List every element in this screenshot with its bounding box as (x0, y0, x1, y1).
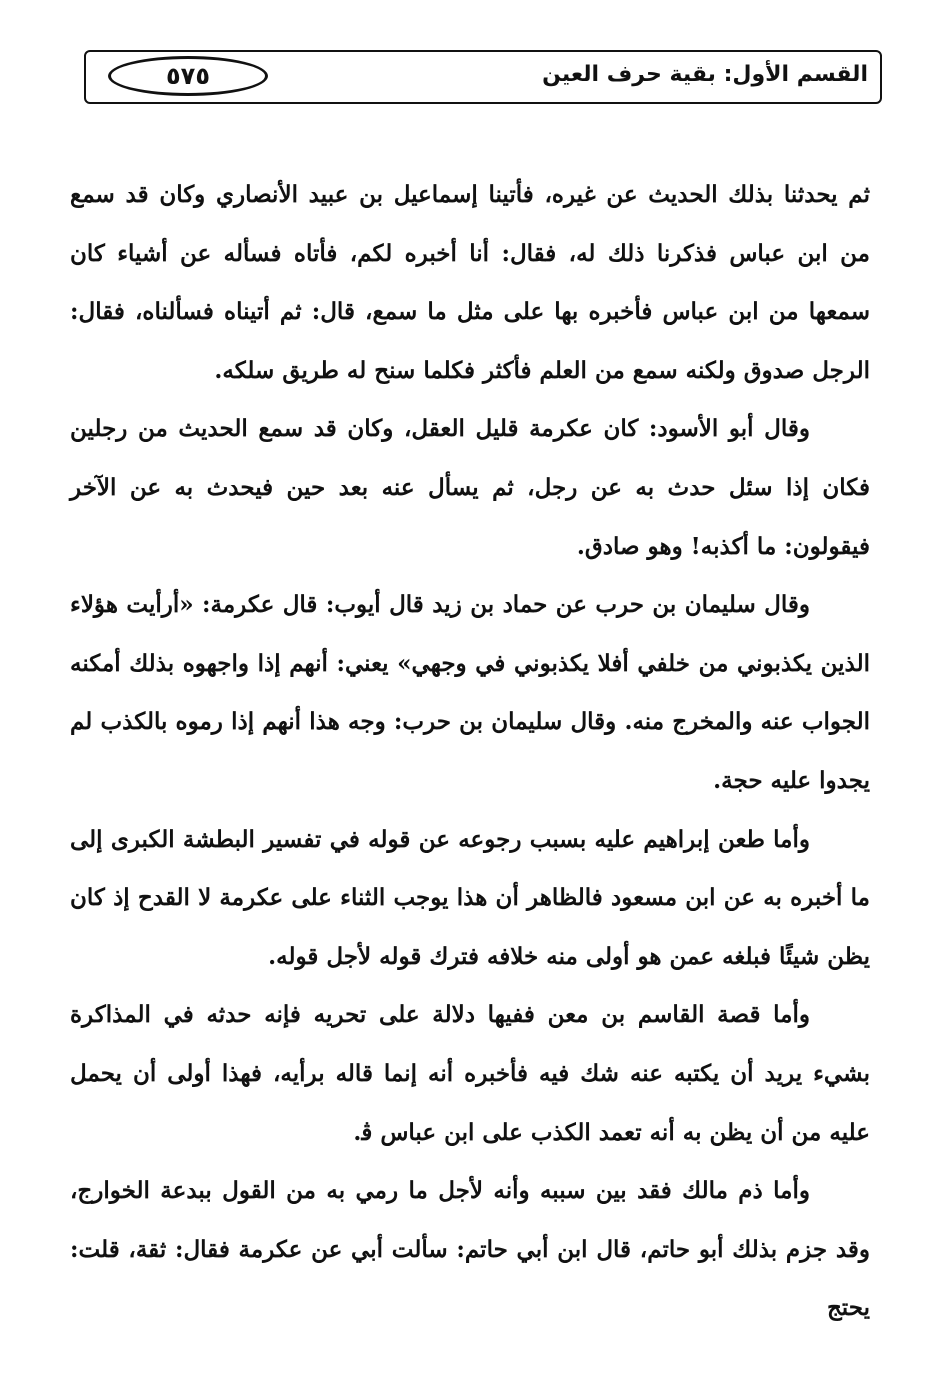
paragraph: وقال أبو الأسود: كان عكرمة قليل العقل، وكان قد سمع الحديث من رجلين فكان إذا سئل حدث به عن رجل، ثم يسأل عنه بعد حين فيحدث به عن الآخر فيقولون: ما أكذبه! وهو صادق. (70, 415, 870, 560)
paragraph: ثم يحدثنا بذلك الحديث عن غيره، فأتينا إسماعيل بن عبيد الأنصاري وكان قد سمع من ابن عباس فذكرنا ذلك له، فقال: أنا أخبره لكم، فأتاه فسأله عن أشياء كان سمعها من ابن عباس فأخبره بها على مثل ما سمع، قال: ثم أتيناه فسألناه، فقال: الرجل صدوق ولكنه سمع من العلم فأكثر فكلما سنح له طريق سلكه. (70, 181, 870, 384)
page-number: ٥٧٥ (108, 56, 268, 96)
paragraph: وأما طعن إبراهيم عليه بسبب رجوعه عن قوله في تفسير البطشة الكبرى إلى ما أخبره به عن ابن مسعود فالظاهر أن هذا يوجب الثناء على عكرمة لا القدح إذ كان يظن شيئًا فبلغه عمن هو أولى منه خلافه فترك قوله لأجل قوله. (70, 825, 870, 970)
paragraph: وأما ذم مالك فقد بين سببه وأنه لأجل ما رمي به من القول ببدعة الخوارج، وقد جزم بذلك أبو حاتم، قال ابن أبي حاتم: سألت أبي عن عكرمة فقال: ثقة، قلت: يحتج (70, 1177, 870, 1322)
paragraph: وقال سليمان بن حرب عن حماد بن زيد قال أيوب: قال عكرمة: «أرأيت هؤلاء الذين يكذبوني من خلفي أفلا يكذبوني في وجهي» يعني: أنهم إذا واجهوه بذلك أمكنه الجواب عنه والمخرج منه. وقال سليمان بن حرب: وجه هذا أنهم إذا رموه بالكذب لم يجدوا عليه حجة. (70, 591, 870, 794)
page-header (84, 50, 882, 104)
body-text (70, 166, 870, 1338)
running-header-title: القسم الأول: بقية حرف العين (542, 62, 868, 87)
paragraph: وأما قصة القاسم بن معن ففيها دلالة على تحريه فإنه حدثه في المذاكرة بشيء يريد أن يكتبه عنه شك فيه فأخبره أنه إنما قاله برأيه، فهذا أولى أن يحمل عليه من أن يظن به أنه تعمد الكذب على ابن عباس ﭬ. (70, 1001, 870, 1146)
